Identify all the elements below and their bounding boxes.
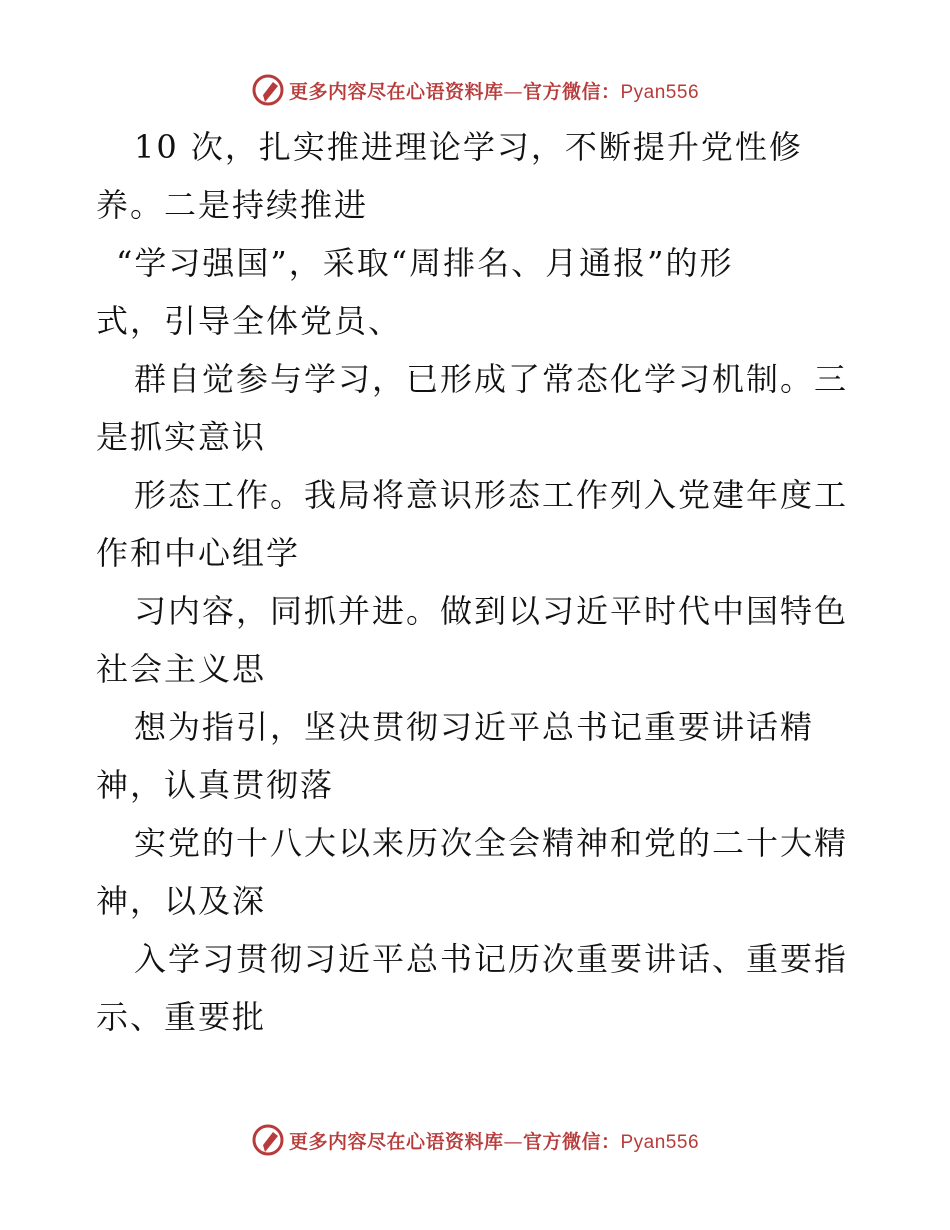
text-line: 实党的十八大以来历次全会精神和党的二十大精 bbox=[134, 824, 849, 862]
watermark-header bbox=[0, 70, 950, 110]
text-line: 养。二是持续推进 bbox=[96, 186, 369, 224]
text-line: 群自觉参与学习，已形成了常态化学习机制。三 bbox=[134, 360, 849, 398]
text-line: 习内容，同抓并进。做到以习近平时代中国特色 bbox=[134, 592, 849, 630]
text-line: 10 次，扎实推进理论学习，不断提升党性修 bbox=[134, 128, 803, 166]
watermark-text bbox=[289, 77, 699, 104]
watermark-site: 更多内容尽在心语资料库 bbox=[288, 1130, 504, 1153]
text-line: 社会主义思 bbox=[96, 650, 267, 688]
watermark-contact-id: Pyan556 bbox=[620, 1131, 700, 1153]
text-line: 是抓实意识 bbox=[96, 418, 267, 456]
text-line: 作和中心组学 bbox=[96, 534, 301, 572]
watermark-contact-label: 官方微信： bbox=[522, 80, 621, 103]
document-body bbox=[96, 118, 876, 1046]
text-line: 形态工作。我局将意识形态工作列入党建年度工 bbox=[134, 476, 849, 514]
watermark-contact-id: Pyan556 bbox=[620, 81, 700, 103]
watermark-contact-label: 官方微信： bbox=[522, 1130, 621, 1153]
text-line: 示、重要批 bbox=[96, 998, 267, 1036]
watermark-site: 更多内容尽在心语资料库 bbox=[288, 80, 504, 103]
text-line: 式，引导全体党员、 bbox=[96, 302, 403, 340]
text-line: 入学习贯彻习近平总书记历次重要讲话、重要指 bbox=[134, 940, 849, 978]
text-line: 想为指引，坚决贯彻习近平总书记重要讲话精 bbox=[134, 708, 815, 746]
watermark-dash: — bbox=[503, 1130, 523, 1153]
watermark-text bbox=[289, 1127, 699, 1154]
watermark-dash: — bbox=[503, 80, 523, 103]
pen-logo-icon bbox=[251, 1123, 285, 1157]
pen-logo-icon bbox=[251, 73, 285, 107]
watermark-footer bbox=[0, 1120, 950, 1160]
text-line: 神，以及深 bbox=[96, 882, 267, 920]
text-line: “学习强国”，采取“周排名、月通报”的形 bbox=[116, 244, 734, 282]
text-line: 神，认真贯彻落 bbox=[96, 766, 335, 804]
